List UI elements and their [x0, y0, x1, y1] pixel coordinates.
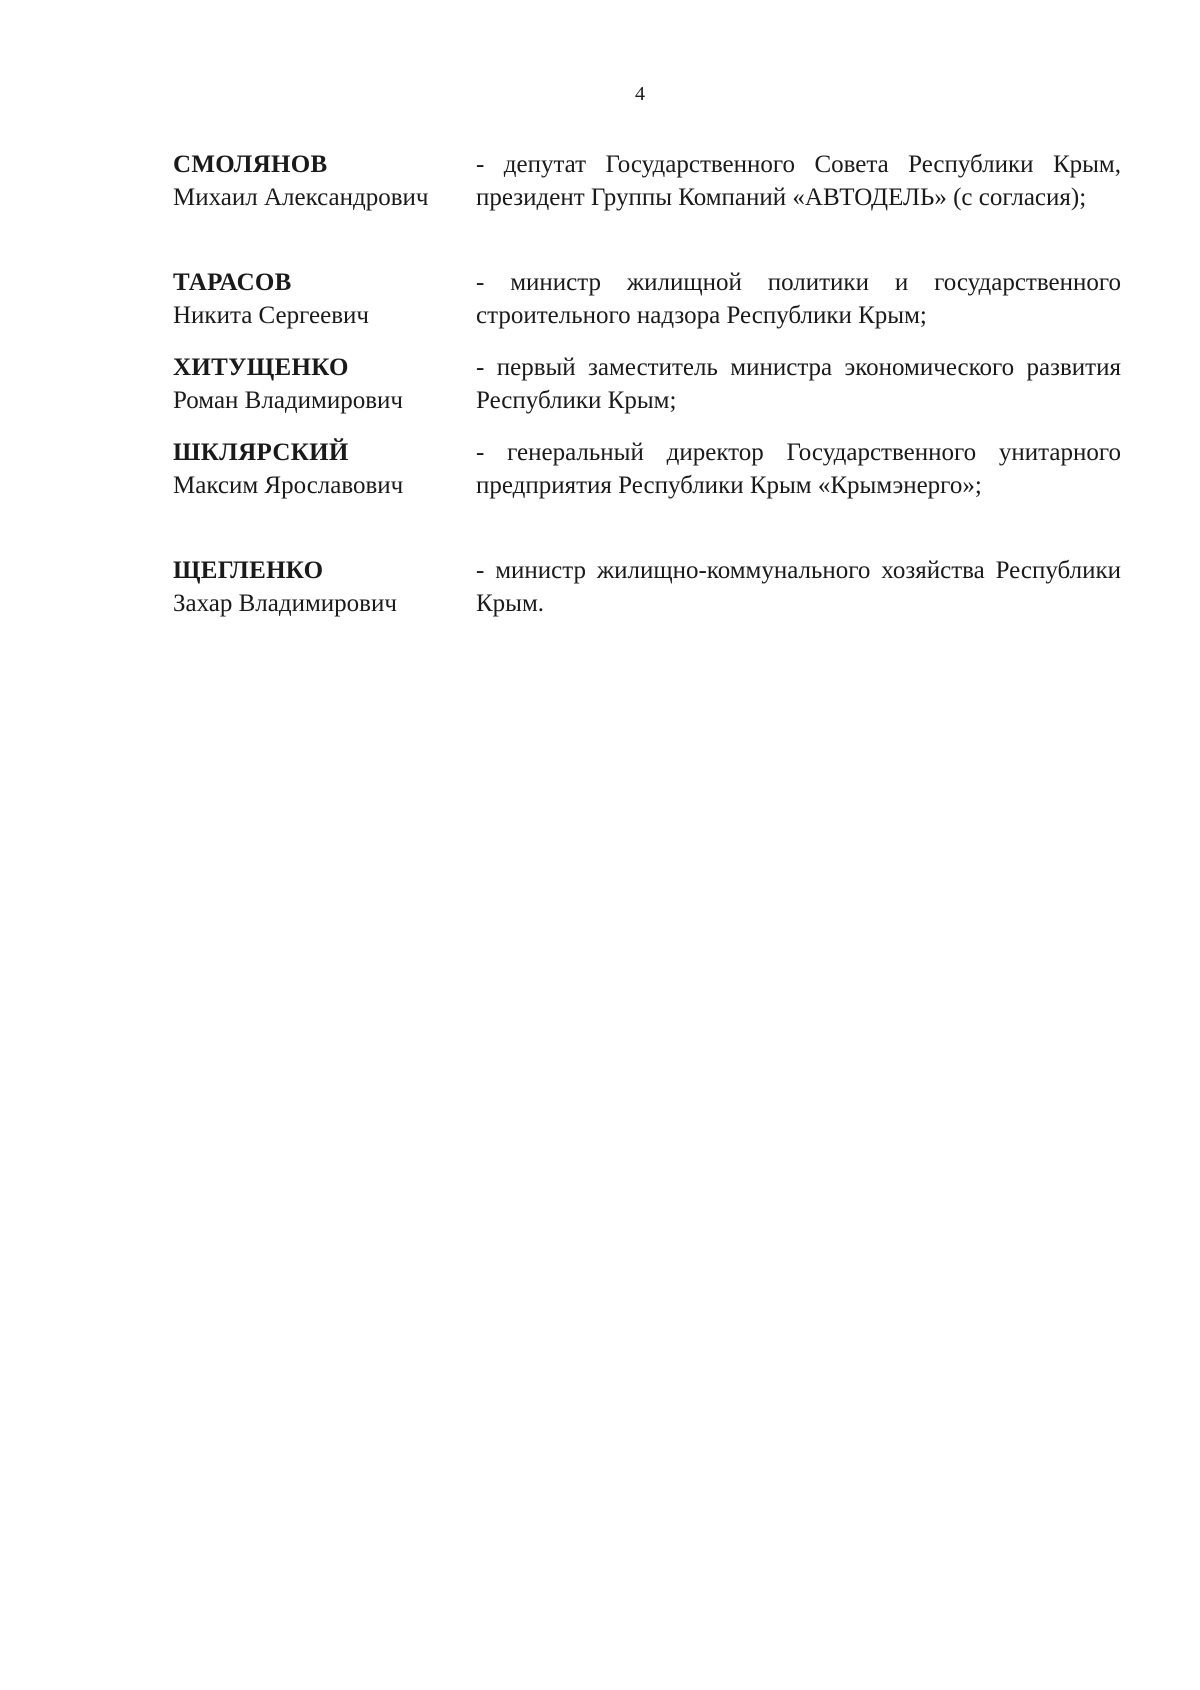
member-surname: СМОЛЯНОВ — [173, 151, 328, 178]
member-entry — [173, 554, 1121, 634]
member-list — [173, 148, 1121, 634]
member-name — [173, 554, 476, 620]
member-name — [173, 148, 476, 214]
member-given-names: Максим Ярославович — [173, 472, 404, 499]
member-surname: ШКЛЯРСКИЙ — [173, 439, 349, 466]
member-given-names: Роман Владимирович — [173, 387, 403, 414]
member-given-names: Никита Сергеевич — [173, 302, 369, 329]
member-entry — [173, 436, 1121, 554]
member-entry — [173, 148, 1121, 266]
member-entry — [173, 266, 1121, 351]
member-role: - генеральный директор Государственного унитарного предприятия Республики Крым «Крымэнерго»; — [476, 439, 1121, 499]
member-given-names: Михаил Александрович — [173, 184, 429, 211]
member-surname: ХИТУЩЕНКО — [173, 354, 349, 381]
page-number: 4 — [635, 83, 645, 105]
member-role: - министр жилищной политики и государственного строительного надзора Республики Крым; — [476, 269, 1121, 329]
member-surname: ТАРАСОВ — [173, 269, 292, 296]
member-name — [173, 436, 476, 502]
member-role: - министр жилищно-коммунального хозяйства Республики Крым. — [476, 557, 1121, 617]
member-surname: ЩЕГЛЕНКО — [173, 557, 324, 584]
member-role: - депутат Государственного Совета Республики Крым, президент Группы Компаний «АВТОДЕЛЬ» (с согласия); — [476, 151, 1121, 211]
member-entry — [173, 351, 1121, 436]
member-name — [173, 266, 476, 332]
member-name — [173, 351, 476, 417]
member-role: - первый заместитель министра экономического развития Республики Крым; — [476, 354, 1121, 414]
member-given-names: Захар Владимирович — [173, 590, 397, 617]
